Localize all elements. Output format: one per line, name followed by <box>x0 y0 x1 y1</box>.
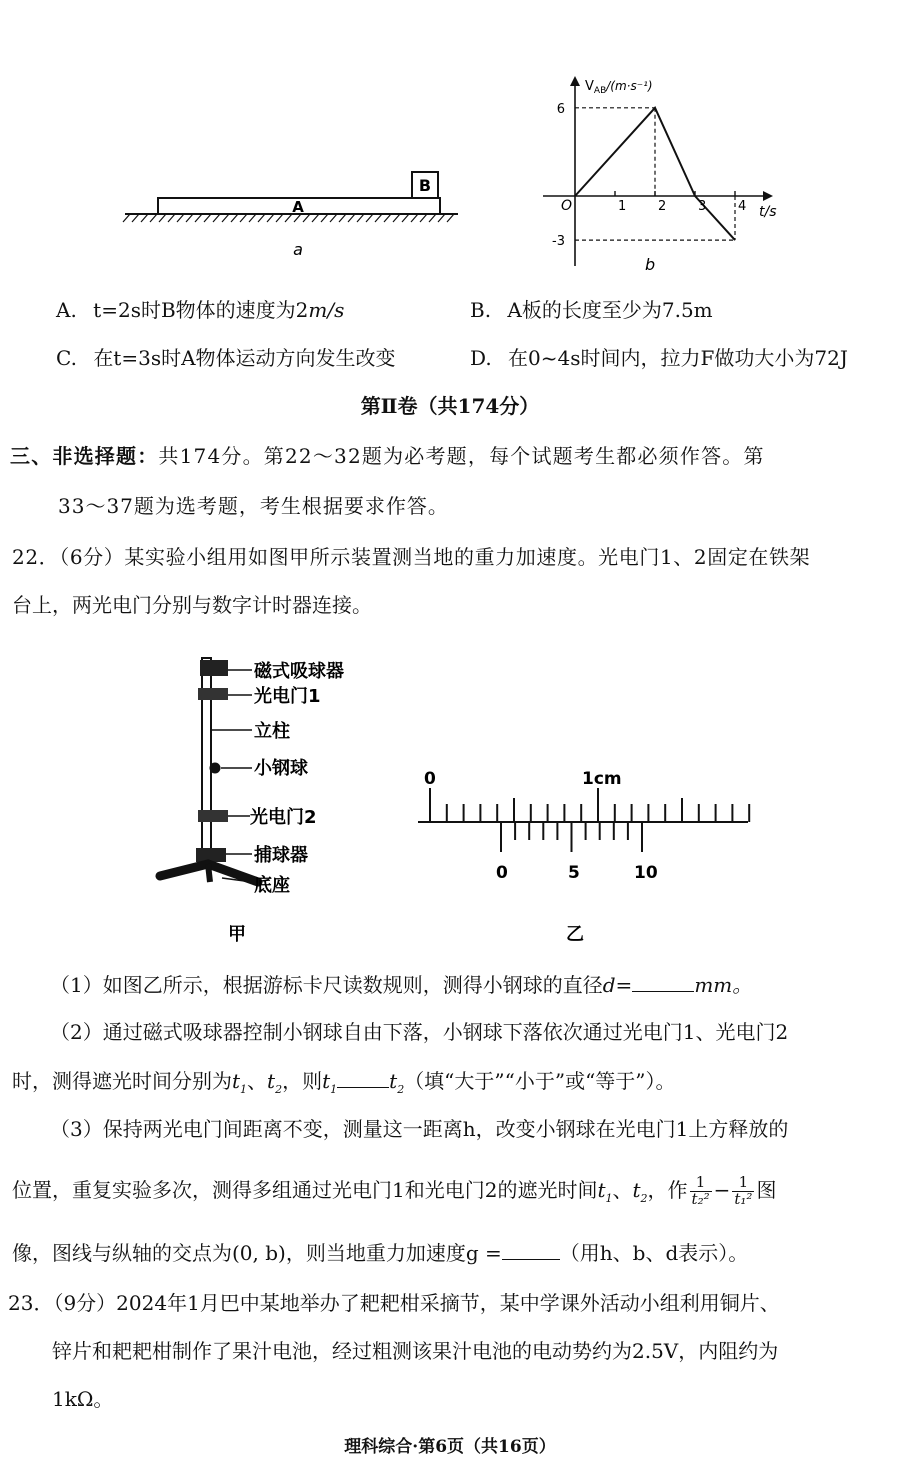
ground-hatch <box>132 214 139 222</box>
ground-hatch <box>285 214 292 222</box>
option-a-unit: m/s <box>308 298 345 322</box>
q22-part1-var: d <box>602 973 616 997</box>
chart-b-marks <box>552 102 746 249</box>
section-heading <box>10 440 765 469</box>
label-photogate-1: 光电门1 <box>254 686 321 707</box>
q22-part2-line2: 时，测得遮光时间分别为$t_1$、$t_2$，则$t_1$ $t_2$（填“大于”“小于”或“等于”）。 <box>12 1069 676 1096</box>
vernier-label-0: 0 <box>496 863 508 883</box>
ground-hatch <box>429 214 436 222</box>
q22-part1 <box>50 969 752 998</box>
label-photogate-2: 光电门2 <box>250 807 317 828</box>
vernier-label-5: 5 <box>568 863 580 883</box>
option-d <box>470 342 848 371</box>
ground-hatch <box>204 214 211 222</box>
ground-hatch <box>249 214 256 222</box>
var-t1-c: $t_1$ <box>597 1178 613 1205</box>
page-footer: 理科综合·第6页（共16页） <box>344 1437 556 1457</box>
q22-part3-text: 位置，重复实验多次，测得多组通过光电门1和光电门2的遮光时间 <box>12 1178 598 1202</box>
y-axis-label: $V_{AB}/(m\cdot s^{-1})$ <box>585 79 653 96</box>
q22-part2-fill: （填“大于”“小于”或“等于”）。 <box>404 1069 676 1093</box>
label-base: 底座 <box>254 875 290 896</box>
ground-hatch <box>402 214 409 222</box>
x-axis-label: t/s <box>759 204 777 220</box>
section-heading-line1: 共174分。第22～32题为必考题，每个试题考生都必须作答。第 <box>158 444 765 468</box>
ground-hatch <box>339 214 346 222</box>
q22-part3-line3 <box>12 1237 748 1266</box>
q22-part1-unit: mm。 <box>694 973 753 997</box>
q22-part2-line1: （2）通过磁式吸球器控制小钢球自由下落，小钢球下落依次通过光电门1、光电门2 <box>50 1020 789 1044</box>
ground-hatch <box>411 214 418 222</box>
ground-hatch <box>366 214 373 222</box>
q22-part3-line2: 位置，重复实验多次，测得多组通过光电门1和光电门2的遮光时间$t_1$、$t_2$，作 $\frac{1}{\text{t₂²}}$ − $\frac{1}{\text{t₁²}}$ 图 <box>12 1173 777 1208</box>
figure-a-caption: a <box>293 240 303 259</box>
ground-hatch <box>195 214 202 222</box>
ball-catcher <box>196 848 226 862</box>
ground-hatch <box>357 214 364 222</box>
magnetic-holder <box>200 660 228 676</box>
ground-hatch <box>222 214 229 222</box>
ground-hatch <box>123 214 130 222</box>
q22-part1-eq: = <box>615 973 633 997</box>
figure-yi-caption: 乙 <box>566 924 584 945</box>
ground-hatch <box>375 214 382 222</box>
var-t1: $t_1$ <box>232 1069 248 1096</box>
label-magnetic-holder: 磁式吸球器 <box>254 661 344 682</box>
q22-line2: 台上，两光电门分别与数字计时器连接。 <box>12 593 372 617</box>
figure-a <box>120 160 470 270</box>
y-tick-label: 6 <box>556 101 565 117</box>
ground-hatch <box>384 214 391 222</box>
main-scale-1cm: 1cm <box>582 769 622 789</box>
ground-hatch <box>258 214 265 222</box>
block-b-label: B <box>418 176 432 195</box>
label-steel-ball: 小钢球 <box>254 758 308 779</box>
option-b-letter: B. <box>470 298 492 322</box>
figure-jia-caption: 甲 <box>228 924 246 945</box>
var-t2-c: $t_2$ <box>632 1178 648 1205</box>
q22-line1: 22．（6分）某实验小组用如图甲所示装置测当地的重力加速度。光电门1、2固定在铁架 <box>12 545 811 569</box>
photogate-1 <box>198 688 228 700</box>
ground-hatch <box>240 214 247 222</box>
section-heading-bold: 三、非选择题： <box>10 444 159 468</box>
var-t2: $t_2$ <box>267 1069 283 1096</box>
fraction-inv-t2-sq: $\frac{1}{\text{t₂²}}$ <box>691 1173 710 1208</box>
y-tick-label: -3 <box>552 234 565 250</box>
q23-line3: 1kΩ。 <box>52 1387 114 1411</box>
option-c-text: 在t=3s时A物体运动方向发生改变 <box>93 346 396 370</box>
option-b-text: A板的长度至少为7.5m <box>507 298 713 322</box>
main-scale-ticks <box>430 788 749 822</box>
q23-line2: 锌片和耙耙柑制作了果汁电池，经过粗测该果汁电池的电动势约为2.5V，内阻约为 <box>52 1339 779 1363</box>
section-heading-line2: 33～37题为选考题，考生根据要求作答。 <box>58 494 449 518</box>
answer-blank-g[interactable] <box>502 1259 560 1260</box>
vernier-label-10: 10 <box>634 863 658 883</box>
answer-blank-d[interactable] <box>632 991 694 992</box>
vernier-scale-ticks <box>501 822 642 852</box>
x-tick-label: 1 <box>618 199 627 214</box>
ground-hatch <box>276 214 283 222</box>
option-c-letter: C. <box>56 346 77 370</box>
x-tick-label: 3 <box>698 199 707 214</box>
ground-hatch <box>141 214 148 222</box>
label-catcher: 捕球器 <box>254 845 308 866</box>
ground-hatch <box>420 214 427 222</box>
ground-hatch <box>330 214 337 222</box>
figure-b <box>535 70 795 280</box>
ground-hatch <box>150 214 157 222</box>
ground-hatch <box>447 214 454 222</box>
option-a-letter: A. <box>56 298 77 322</box>
y-axis-arrow <box>570 76 580 86</box>
ground-hatch <box>321 214 328 222</box>
figure-yi <box>410 760 760 950</box>
option-a-text: t=2s时B物体的速度为2 <box>93 298 309 322</box>
option-a <box>56 294 344 323</box>
q23-line1: 23．（9分）2024年1月巴中某地举办了耙耙柑采摘节，某中学课外活动小组利用铜片、 <box>8 1291 780 1315</box>
q22-part3-line1: （3）保持两光电门间距离不变，测量这一距离h，改变小钢球在光电门1上方释放的 <box>50 1117 789 1141</box>
option-b <box>470 294 713 323</box>
x-tick-label: 2 <box>658 199 667 214</box>
fraction-inv-t1-sq: $\frac{1}{\text{t₁²}}$ <box>734 1173 753 1208</box>
option-d-letter: D. <box>470 346 492 370</box>
option-c <box>56 342 396 371</box>
x-tick-label: 4 <box>738 199 747 214</box>
answer-blank-compare[interactable] <box>337 1087 389 1088</box>
q22-part3-text3: 像，图线与纵轴的交点为(0, b)，则当地重力加速度g = <box>12 1241 502 1265</box>
ground-hatch <box>177 214 184 222</box>
q22-part3-text4: （用h、b、d表示）。 <box>559 1241 749 1265</box>
ground-hatch <box>168 214 175 222</box>
q22-part2-text: 时，测得遮光时间分别为 <box>12 1069 232 1093</box>
ground-hatch <box>186 214 193 222</box>
section-title: 第Ⅱ卷（共174分） <box>360 394 540 418</box>
label-stand: 立柱 <box>254 721 290 742</box>
option-d-text: 在0~4s时间内，拉力F做功大小为72J <box>508 346 848 370</box>
ground-hatch <box>312 214 319 222</box>
ground-hatch <box>348 214 355 222</box>
ground-hatch <box>303 214 310 222</box>
steel-ball <box>210 763 221 774</box>
ground-hatch <box>231 214 238 222</box>
main-scale-zero: 0 <box>424 769 436 789</box>
photogate-2 <box>198 810 228 822</box>
figure-b-caption: b <box>645 255 656 274</box>
ground-hatch <box>393 214 400 222</box>
q22-part1-text: （1）如图乙所示，根据游标卡尺读数规则，测得小钢球的直径 <box>50 973 603 997</box>
ground-hatch <box>267 214 274 222</box>
var-t1-b: $t_1$ <box>322 1069 338 1096</box>
ground-hatch <box>159 214 166 222</box>
var-t2-b: $t_2$ <box>389 1069 405 1096</box>
ground-hatch <box>438 214 445 222</box>
board-a-label: A <box>292 198 304 216</box>
ground-hatch <box>213 214 220 222</box>
origin-label: O <box>561 198 573 214</box>
x-axis-arrow <box>763 191 773 201</box>
figure-jia <box>150 650 380 950</box>
